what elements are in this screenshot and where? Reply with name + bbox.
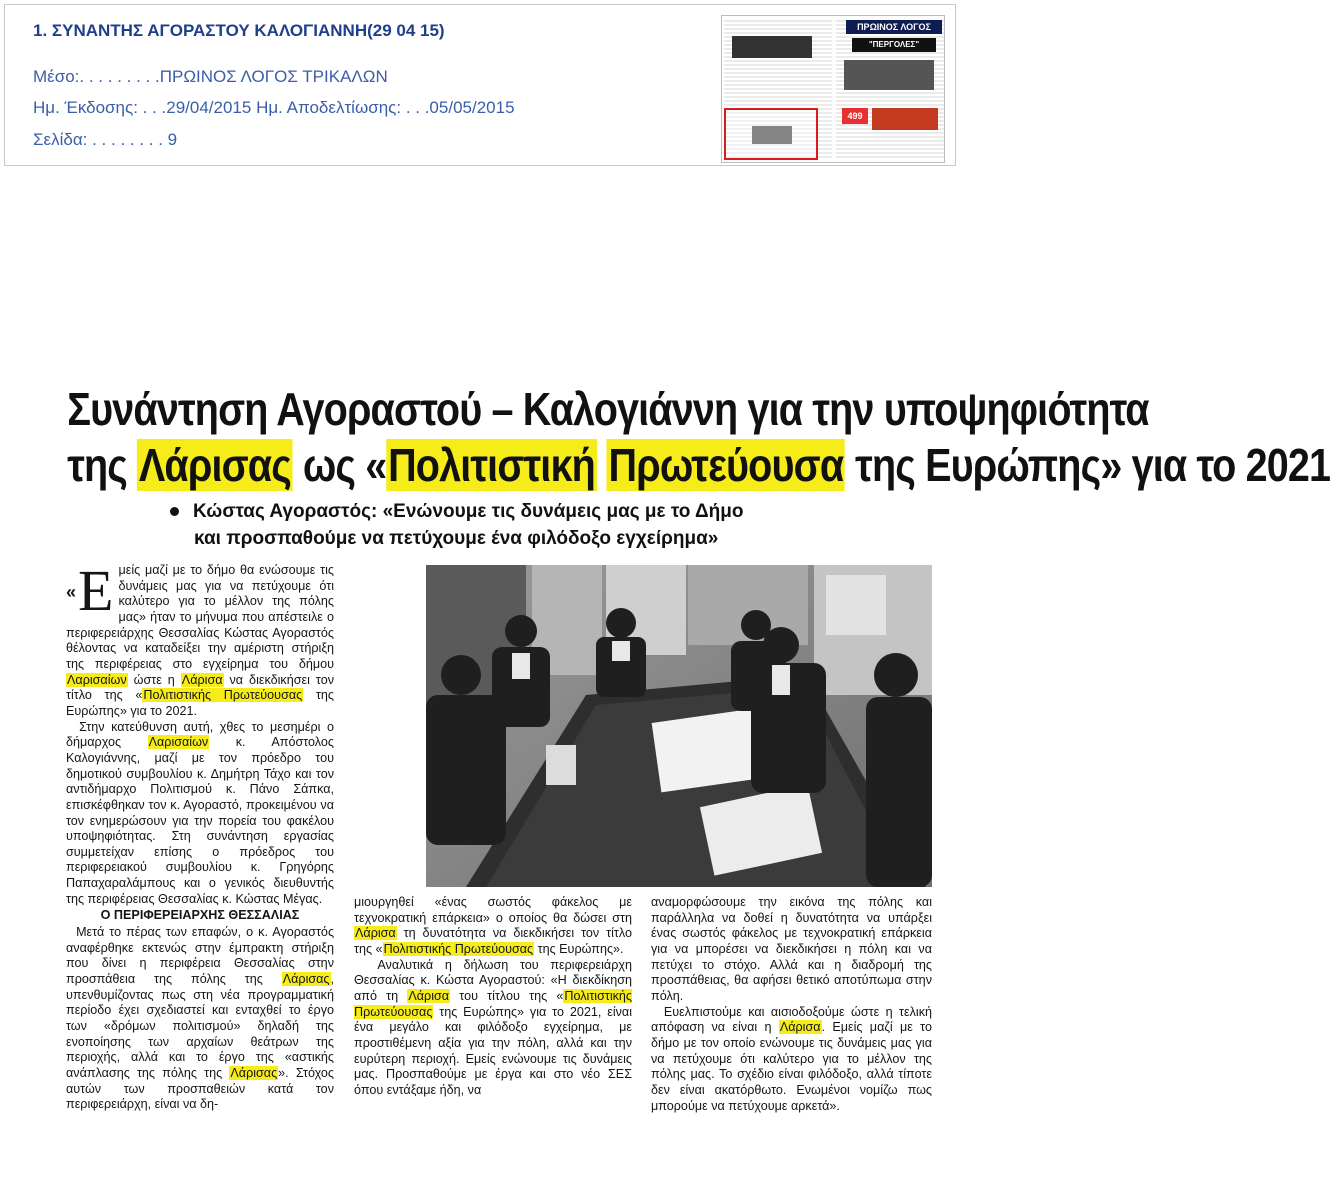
article-column-2 [354,895,632,1099]
article-headline-line-1: Συνάντηση Αγοραστού – Καλογιάννη για την υποψηφιότητα [67,383,1149,435]
highlight: Λάρισας [138,439,291,491]
meeting-photo-illustration [426,565,932,887]
thumbnail-masthead: ΠΡΩΙΝΟΣ ΛΟΓΟΣ [846,20,942,34]
article-paragraph: Αναλυτικά η δήλωση του περιφερειάρχη Θεσσαλίας κ. Κώστα Αγοραστού: «Η διεκδίκηση από τη Λάρισα του τίτλου της «Πολιτιστικής Πρωτεύουσας της Ευρώπης» για το 2021, είναι ένα μεγάλο και φιλόδοξο εγχείρημα, με προστιθέμενη αξία για την πόλη, αλλά και την ευρύτερη περιοχή. Εμείς ενώνουμε τις δυνάμεις μας. Προσπαθούμε με έργα και στο νέο ΣΕΣ όπου εντάξαμε ήδη, να [354,957,633,1097]
thumbnail-subheadline: "ΠΕΡΓΟΛΕΣ" [852,38,936,52]
meeting-photo [426,565,932,887]
highlight: Πολιτιστικής Πρωτεύουσας [143,688,303,703]
article-location-frame [724,108,818,160]
article-paragraph: Ευελπιστούμε και αισιοδοξούμε ώστε η τελική απόφαση να είναι η Λάρισα. Εμείς μαζί με το δήμο με τον οποίο ενώνουμε τις δυνάμεις μας για να πετύχουμε ότι καλύτερο για το μέλλον της πόλης μας. Το σχέδιο είναι φιλόδοξο, αλλά τίποτε δεν είναι ακατόρθωτο. Ενωμένοι νομίζω πως μπορούμε να πετύχουμε αρκετά». [651,1004,932,1113]
highlight: Πολιτιστικής Πρωτεύουσας [354,988,633,1019]
article-paragraph: « Ε μείς μαζί με το δήμο θα ενώσουμε τις δυνάμεις μας για να πετύχουμε ότι καλύτερο για το μέλλον της πόλης μας» ήταν το μήνυμα που απέστειλε ο περιφερειάρχης Θεσσαλίας Κώστας Αγοραστός θέλοντας να καταδείξει την αμέριστη στήριξη της περιφέρειας στο εγχείρημα του δήμου Λαρισαίων ώστε η Λάρισα να διεκδικήσει τον τίτλο της «Πολιτιστικής Πρωτεύουσας της Ευρώπης» για το 2021. [66,558,334,718]
clipping-info-box [4,4,956,166]
clipping-title: 1. ΣΥΝΑΝΤΗΣ ΑΓΟΡΑΣΤΟΥ ΚΑΛΟΓΙΑΝΝΗ(29 04 15) [33,21,445,40]
article-headline-line-2: της Λάρισας ως «Πολιτιστική Πρωτεύουσα της Ευρώπης» για το 2021 [67,439,1330,491]
highlight: Λαρισαίων [148,735,209,750]
section-heading: Ο ΠΕΡΙΦΕΡΕΙΑΡΧΗΣ ΘΕΣΣΑΛΙΑΣ [100,908,300,923]
newspaper-page-thumbnail [721,15,945,163]
article-subheading-line-1: Κώστας Αγοραστός: «Ενώνουμε τις δυνάμεις μας με το Δήμο [170,501,743,523]
highlight: Λάρισας [282,972,330,987]
dates-line: Ημ. Έκδοσης: . . .29/04/2015 Ημ. Αποδελτίωσης: . . .05/05/2015 [33,98,515,117]
highlight: Λάρισα [779,1020,821,1035]
highlight: Πολιτιστική [388,439,595,491]
highlight: Λάρισα [408,988,450,1003]
article-paragraph: Μετά το πέρας των επαφών, ο κ. Αγοραστός αναφέρθηκε εκτενώς στην έμπρακτη στήριξη που δίνει η περιφέρεια Θεσσαλίας στην προσπάθεια της πόλης της Λάρισας, υπενθυμίζοντας πως στη νέα προγραμματική περίοδο έχει σχεδιαστεί και ενταχθεί το έργο των «δρόμων πολιτισμού» δηλαδή της ενοποίησης των αρχαίων θεάτρων της περιοχής, αλλά και το έργο της «αστικής ανάπλασης της πόλης της Λάρισας». Στόχος αυτών των προσπαθειών κατά τον περιφερειάρχη, είναι να δη- [66,925,335,1112]
drop-cap: Ε [78,558,114,623]
highlight: Πρωτεύουσα [608,439,844,491]
thumbnail-photo [732,36,812,58]
article-column-3 [651,895,932,1114]
thumbnail-photo [844,60,934,90]
highlight: Λάρισα [355,926,396,941]
thumbnail-ad-block [872,108,938,130]
bullet-icon [170,507,179,516]
article-paragraph: μιουργηθεί «ένας σωστός φάκελος με τεχνοκρατική επάρκεια» ο οποίος θα δώσει στη Λάρισα τη δυνατότητα να διεκδικήσει τον τίτλο της «Πολιτιστικής Πρωτεύουσας της Ευρώπης». [354,895,632,956]
highlight: Λάρισα [181,672,223,687]
highlight: Λάρισας [230,1066,278,1080]
thumbnail-price-badge: 499 [842,108,868,124]
article-subheading-line-2: και προσπαθούμε να πετύχουμε ένα φιλόδοξο εγχείρημα» [194,528,719,549]
article-paragraph: αναμορφώσουμε την εικόνα της πόλης και παράλληλα να δοθεί η δυνατότητα να υπάρξει ένας σωστός φάκελος με τεχνοκρατική επάρκεια για να μπορέσει να διεκδικήσει η πόλη και να πετύχει το στόχο. Αλλά και η διαδρομή της προσπάθειας, θα αφήσει θετικό αποτύπωμα στην πόλη. [651,895,932,1003]
highlight: Λαρισαίων [67,672,127,687]
medium-line: Μέσο:. . . . . . . . .ΠΡΩΙΝΟΣ ΛΟΓΟΣ ΤΡΙΚΑΛΩΝ [33,67,388,86]
highlight: Πολιτιστικής Πρωτεύουσας [383,941,534,956]
page-line: Σελίδα: . . . . . . . . 9 [33,130,178,149]
article-paragraph: Στην κατεύθυνση αυτή, χθες το μεσημέρι ο δήμαρχος Λαρισαίων κ. Απόστολος Καλογιάννης, μαζί με τον πρόεδρο του δημοτικού συμβουλίου κ. Δημήτρη Τάχο και τον αντιδήμαρχο Πολιτισμού κ. Πάνο Σάπκα, επισκέφθηκαν τον κ. Αγοραστό, προκειμένου να τον ενημερώσουν για την πορεία του φακέλου υποψηφιότητας. Στη συνάντηση εργασίας συμμετείχαν επίσης ο πρόεδρος του περιφερειακού συμβουλίου κ. Γρηγόρης Παπαχαραλάμπους και ο γενικός διευθυντής της περιφέρειας Θεσσαλίας κ. Κώστας Μέγας. [66,719,335,906]
article-column-1 [66,558,335,1113]
